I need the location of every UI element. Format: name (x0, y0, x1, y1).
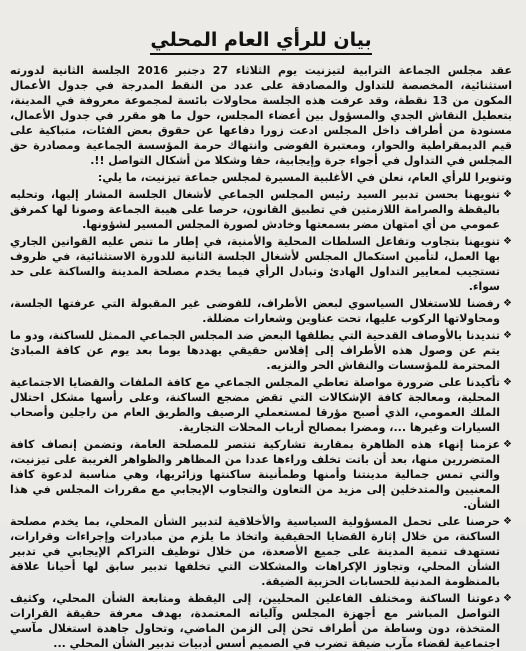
statement-item (10, 375, 512, 435)
item-text: عزمنا إنهاء هذه الظاهرة بمقاربة تشاركية تنتصر للمصلحة العامة، وتضمن إنصاف كافة المتضررين منها، بعد أن باتت تخلف وراءها عددا من المظاهر والظواهر الغريبة على تيزنيت، والتي تمس جمالية مدينتنا وأمنها وطمأنينة ساكنتها وزائريها، وهي مناسبة لدعوة كافة المعنيين والمتدخلين إلى مزيد من التعاون والتجاوب الإيجابي مع مقررات المجلس في هذا الشأن. (10, 438, 500, 511)
bullet-icon: ❖ (503, 516, 512, 527)
statement-item (10, 187, 512, 232)
statement-item (10, 234, 512, 294)
intro-paragraph: عقد مجلس الجماعة الترابية لتيزنيت يوم الثلاثاء 27 دجنبر 2016 الجلسة الثانية لدورته استثنائية، المخصصة للتداول والمصادقة على عدد من النقط المدرجة في جدول الأعمال المكون من 13 نقطة، وقد عرفت هذه الجلسة محاولات بائسة لمجموعة معروفة في المدينة، بتعطيل النقاش الجدي والمسؤول بين أعضاء المجلس، حول ما هو مقرر في جدول الأعمال، مسنودة من أطراف داخل المجلس ادعت زورا دفاعها عن حقوق بعض الفئات، متباكية على قيم الديمقراطية والحوار، ومعتبرة الفوضى وانتهاك حرمة المؤسسة الجماعية ومصادرة حق المجلس في التداول في أجواء جرة وإيجابية، حقا وشكلا من أشكال التواصل !!. (10, 64, 513, 167)
item-text: حرصنا على تحمل المسؤولية السياسية والأخلاقية لتدبير الشأن المحلي، بما يخدم مصلحة الساكنة، من خلال إثارة القضايا الحقيقية واتخاذ ما يلزم من مبادرات وإجراءات وقرارات، تستهدف تنمية المدينة على جميع الأصعدة، من خلال توظيف التراكم الإيجابي في تدبير الشأن المحلي، وتجاوز الإكراهات والمشكلات التي تخلفها تدبير سابق لها أحيانا علاقة بالمنظومة المدنية للحسابات الحزبية الضيقة. (10, 515, 500, 588)
item-text: رفضنا للاستغلال السياسوي لبعض الأطراف، للفوضى غير المقبولة التي عرفتها الجلسة، ومحاولاتها الركوب عليها، تحت عناوين وشعارات مضللة. (10, 297, 500, 325)
item-text: تنديدنا بالأوصاف القدحية التي يطلقها البعض ضد المجلس الجماعي الممثل للساكنة، ودو ما يتم عن وصول هذه الأطراف إلى إفلاس حقيقي يهددها يوما بعد يوم عن كافة المبادئ المحترمة للمؤسسات والنقاش الحر والنزيه. (10, 329, 500, 372)
item-text: تنويهنا بتجاوب وتفاعل السلطات المحلية والأمنية، في إطار ما تنص عليه القوانين الجاري بها العمل، لتأمين استكمال المجلس لأشغال الجلسة الثانية للدورة الاستثنائية، في ظروف تستجيب لمعايير التداول الهادئ وتبادل الرأي فيما يخدم مصلحة المدينة والساكنة على حد سواء. (10, 235, 500, 293)
statement-item (10, 328, 512, 373)
document-title: بيان للرأي العام المحلي (150, 28, 371, 55)
item-text: دعوتنا الساكنة ومختلف الفاعلين المحليين، إلى اليقظة ومتابعة الشأن المحلي، وكثيف التواصل المباشر مع أجهزة المجلس وآلياته المعتمدة، بهدف معرفة حقيقة القرارات المتخذة، دون وساطة من أطراف تحن إلى الزمن الماضي، وتحاول جاهدة استغلال مآسي اجتماعية لقضاء مآرب ضيقة تضرب في الصميم أسس أدبيات تدبير الشأن المحلي ... (10, 592, 500, 650)
bullet-icon: ❖ (503, 377, 512, 388)
bullet-icon: ❖ (503, 593, 512, 604)
title-wrap (10, 28, 512, 55)
bullet-icon: ❖ (503, 439, 512, 450)
bullet-icon: ❖ (503, 330, 512, 341)
statement-item (10, 437, 512, 512)
item-text: تأكيدنا على ضرورة مواصلة تعاطي المجلس الجماعي مع كافة الملفات والقضايا الاجتماعية المحلية، ومعالجة كافة الإشكالات التي تقض مضجع الساكنة، وعلى رأسها مشكل احتلال الملك العمومي، الذي أصبح مؤرقا لمستعملي الرصيف والطريق العام من راجلين وأصحاب السيارات وغيرها ...، ومضرا بمصالح أرباب المحلات التجارية. (10, 376, 500, 434)
lead-paragraph: وتنويرا للرأي العام، نعلن في الأغلبية المسيرة لمجلس جماعة تيزنيت، ما يلي: (97, 171, 512, 184)
bullet-icon: ❖ (503, 236, 512, 247)
statement-item (10, 591, 512, 651)
bullet-icon: ❖ (503, 298, 512, 309)
document-body (10, 63, 512, 651)
statement-item (10, 296, 512, 326)
bullet-icon: ❖ (503, 189, 512, 200)
statement-item (10, 514, 512, 589)
item-text: تنويهنا بحسن تدبير السيد رئيس المجلس الجماعي لأشغال الجلسة المشار إليها، وتحليه باليقظة والصرامة اللازمتين في تطبيق القانون، حرصا على هيبة الجماعة وصونا لها كمرفق عمومي من أي امتهان مضر بسمعتها وخادش لصورة المجلس المسير لشؤونها. (10, 188, 500, 231)
